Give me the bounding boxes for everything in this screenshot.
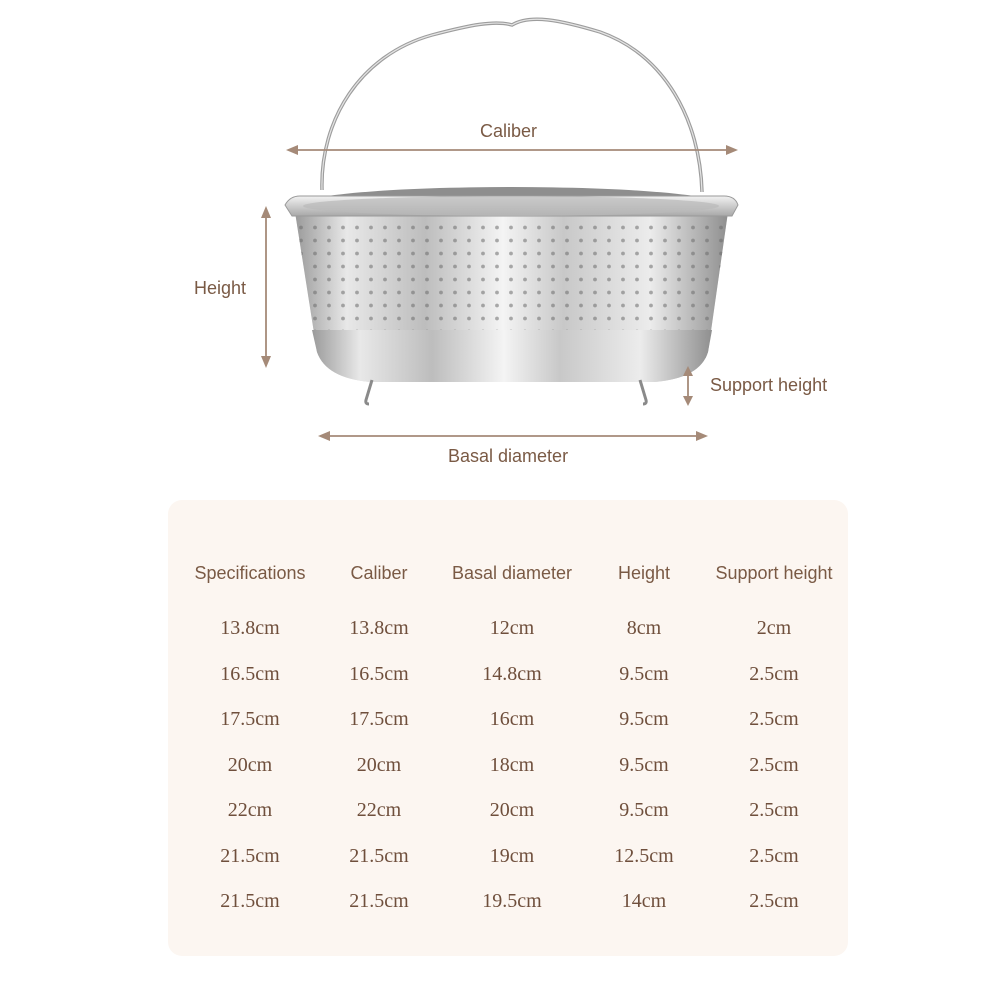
cell-basal-diameter: 20cm [489, 799, 535, 821]
cell-support-height: 2.5cm [749, 890, 799, 912]
caliber-label: Caliber [480, 121, 538, 141]
cell-support-height: 2.5cm [749, 663, 799, 685]
specification-panel [168, 500, 848, 956]
cell-height: 9.5cm [619, 708, 669, 730]
cell-specification: 20cm [227, 754, 273, 776]
cell-specification: 22cm [227, 799, 273, 821]
cell-height: 9.5cm [619, 663, 669, 685]
header-height: Height [617, 563, 671, 583]
specification-table [168, 500, 848, 956]
cell-height: 9.5cm [619, 754, 669, 776]
cell-caliber: 16.5cm [349, 663, 409, 685]
cell-caliber: 21.5cm [349, 890, 409, 912]
cell-basal-diameter: 12cm [489, 617, 535, 639]
cell-support-height: 2cm [756, 617, 792, 639]
cell-specification: 21.5cm [220, 845, 280, 867]
basal-diameter-label: Basal diameter [448, 446, 569, 466]
cell-height: 9.5cm [619, 799, 669, 821]
cell-basal-diameter: 14.8cm [482, 663, 542, 685]
basket-illustration [0, 0, 1000, 490]
cell-specification: 17.5cm [220, 708, 280, 730]
header-support-height: Support height [715, 563, 833, 583]
cell-support-height: 2.5cm [749, 799, 799, 821]
cell-support-height: 2.5cm [749, 754, 799, 776]
cell-caliber: 13.8cm [349, 617, 409, 639]
cell-caliber: 20cm [356, 754, 402, 776]
height-arrow [261, 206, 271, 368]
cell-support-height: 2.5cm [749, 708, 799, 730]
height-label: Height [194, 278, 247, 298]
cell-support-height: 2.5cm [749, 845, 799, 867]
header-caliber: Caliber [350, 563, 408, 583]
cell-caliber: 22cm [356, 799, 402, 821]
cell-caliber: 21.5cm [349, 845, 409, 867]
cell-height: 8cm [626, 617, 662, 639]
cell-specification: 21.5cm [220, 890, 280, 912]
caliber-arrow [286, 145, 738, 155]
header-specifications: Specifications [194, 563, 306, 583]
header-basal-diameter: Basal diameter [451, 563, 573, 583]
basket-leg-left [366, 380, 372, 404]
basal-diameter-arrow [318, 431, 708, 441]
basket-dimension-diagram [0, 0, 1000, 490]
basket-leg-right [640, 380, 646, 404]
cell-height: 12.5cm [614, 845, 674, 867]
cell-basal-diameter: 16cm [489, 708, 535, 730]
cell-basal-diameter: 19cm [489, 845, 535, 867]
cell-specification: 16.5cm [220, 663, 280, 685]
cell-basal-diameter: 19.5cm [482, 890, 542, 912]
cell-basal-diameter: 18cm [489, 754, 535, 776]
cell-caliber: 17.5cm [349, 708, 409, 730]
cell-height: 14cm [621, 890, 667, 912]
support-height-label: Support height [710, 375, 828, 395]
basket-handle [322, 19, 702, 192]
cell-specification: 13.8cm [220, 617, 280, 639]
